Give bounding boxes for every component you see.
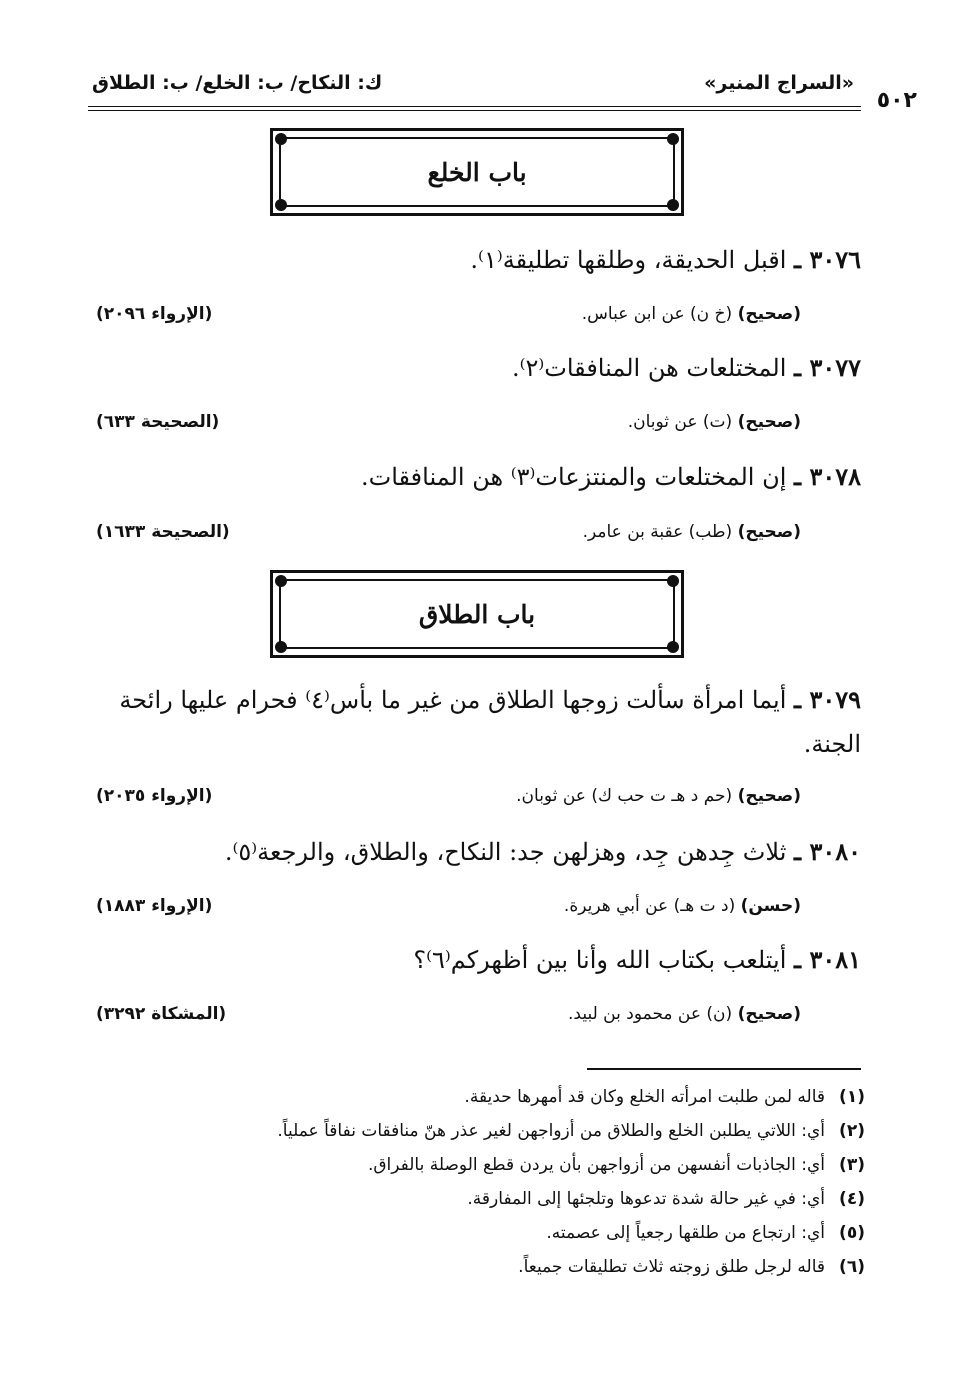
header-book-title: «السراج المنير» <box>704 72 854 94</box>
footnotes <box>85 1080 865 1284</box>
footnote-separator <box>587 1068 861 1070</box>
grade-source: (د ت هـ) عن أبي هريرة. <box>563 896 736 916</box>
grade-label: (صحيح) <box>737 1004 801 1024</box>
footnote-text: أي: اللاتي يطلبن الخلع والطلاق من أزواجهن لغير عذر هنّ منافقات نفاقاً عملياً. <box>277 1121 825 1141</box>
page-number: ٥٠٢ <box>876 88 917 113</box>
hadith-reference: (الإرواء ٢٠٣٥) <box>96 786 213 806</box>
hadith-text <box>96 678 861 766</box>
footnote <box>85 1216 865 1250</box>
footnote-number: (٣) <box>839 1155 865 1175</box>
hadith-grading <box>564 896 801 916</box>
footnote-number: (٢) <box>839 1121 865 1141</box>
hadith-text <box>96 346 861 390</box>
hadith-number: ٣٠٧٩ ـ <box>794 685 861 714</box>
footnote <box>85 1080 865 1114</box>
hadith-body: أيتلعب بكتاب الله وأنا بين أظهركم⁽٦⁾؟ <box>413 946 787 974</box>
section-title: باب الطلاق <box>418 599 536 629</box>
footnote-text: أي: ارتجاع من طلقها رجعياً إلى عصمته. <box>546 1223 825 1243</box>
hadith-reference: (الإرواء ١٨٨٣) <box>96 896 213 916</box>
grade-label: (صحيح) <box>737 412 801 432</box>
footnote-text: قاله لرجل طلق زوجته ثلاث تطليقات جميعاً. <box>518 1257 825 1277</box>
footnote <box>85 1148 865 1182</box>
hadith-body: أيما امرأة سألت زوجها الطلاق من غير ما بأس⁽٤⁾ فحرام عليها رائحة الجنة. <box>119 686 861 758</box>
hadith-text <box>96 830 861 874</box>
hadith-grading <box>628 412 801 432</box>
grade-source: (خ ن) عن ابن عباس. <box>581 304 733 324</box>
header-chapter-path: ك: النكاح/ ب: الخلع/ ب: الطلاق <box>92 72 383 94</box>
hadith-number: ٣٠٧٧ ـ <box>794 353 861 382</box>
section-title: باب الخلع <box>427 157 527 187</box>
footnote-number: (٦) <box>839 1257 865 1277</box>
hadith-grading <box>516 786 801 806</box>
grade-source: (ت) عن ثوبان. <box>627 412 733 432</box>
hadith-body: اقبل الحديقة، وطلقها تطليقة⁽١⁾. <box>470 246 787 274</box>
footnote-number: (٥) <box>839 1223 865 1243</box>
grade-source: (ن) عن محمود بن لبيد. <box>568 1004 733 1024</box>
hadith-reference: (الصحيحة ٦٣٣) <box>96 412 220 432</box>
grade-label: (صحيح) <box>737 786 801 806</box>
hadith-grading <box>583 522 801 542</box>
hadith-body: ثلاث جِدهن جِد، وهزلهن جد: النكاح، والطلاق، والرجعة⁽٥⁾. <box>224 838 787 866</box>
hadith-number: ٣٠٧٨ ـ <box>794 462 861 491</box>
footnote-text: أي: الجاذبات أنفسهن من أزواجهن بأن يردن قطع الوصلة بالفراق. <box>367 1155 825 1175</box>
hadith-body: المختلعات هن المنافقات⁽٢⁾. <box>511 354 787 382</box>
grade-label: (حسن) <box>740 896 801 916</box>
footnote <box>85 1114 865 1148</box>
grade-label: (صحيح) <box>737 522 801 542</box>
grade-source: (طب) عقبة بن عامر. <box>582 522 733 542</box>
hadith-number: ٣٠٧٦ ـ <box>794 245 861 274</box>
footnote-text: قاله لمن طلبت امرأته الخلع وكان قد أمهرها حديقة. <box>464 1087 825 1107</box>
hadith-body: إن المختلعات والمنتزعات⁽٣⁾ هن المنافقات. <box>361 463 787 491</box>
hadith-text <box>96 238 861 282</box>
footnote-text: أي: في غير حالة شدة تدعوها وتلجئها إلى المفارقة. <box>467 1189 825 1209</box>
grade-source: (حم د هـ ت حب ك) عن ثوبان. <box>516 786 733 806</box>
footnote-number: (٤) <box>839 1189 865 1209</box>
hadith-number: ٣٠٨٠ ـ <box>794 837 861 866</box>
hadith-reference: (المشكاة ٣٢٩٢) <box>96 1004 227 1024</box>
hadith-grading <box>568 1004 801 1024</box>
hadith-text <box>96 938 861 982</box>
hadith-number: ٣٠٨١ ـ <box>794 945 861 974</box>
footnote <box>85 1182 865 1216</box>
hadith-text <box>96 455 861 499</box>
section-title-frame <box>270 570 684 658</box>
footnote-number: (١) <box>839 1087 865 1107</box>
hadith-reference: (الصحيحة ١٦٣٣) <box>96 522 230 542</box>
grade-label: (صحيح) <box>737 304 801 324</box>
hadith-grading <box>582 304 801 324</box>
section-title-frame <box>270 128 684 216</box>
header-rule <box>88 106 861 111</box>
footnote <box>85 1250 865 1284</box>
hadith-reference: (الإرواء ٢٠٩٦) <box>96 304 213 324</box>
